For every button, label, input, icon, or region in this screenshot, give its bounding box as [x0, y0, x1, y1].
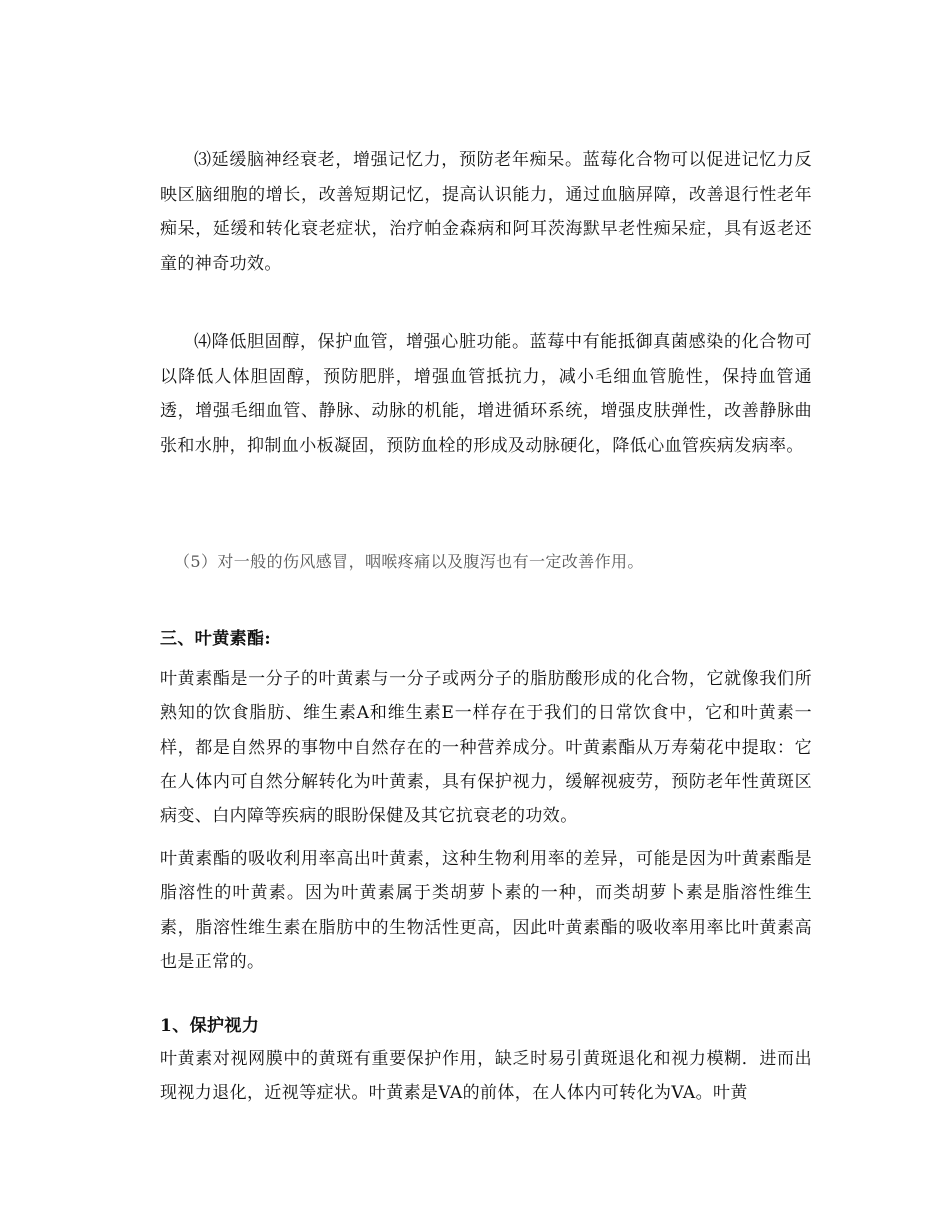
section-title-lutein-ester: 三、叶黄素酯: — [160, 629, 272, 649]
paragraph-lutein-ester-definition: 叶黄素酯是一分子的叶黄素与一分子或两分子的脂肪酸形成的化合物，它就像我们所熟知的饮食脂肪、维生素A和维生素E一样存在于我们的日常饮食中，它和叶黄素一样，都是自然界的事物中自然存在的一种营养成分。叶黄素酯从万寿菊花中提取：它在人体内可自然分解转化为叶黄素，具有保护视力，缓解视疲劳，预防老年性黄斑区病变、白内障等疾病的眼盼保健及其它抗衰老的功效。 — [160, 669, 812, 827]
paragraph-lutein-ester-absorption: 叶黄素酯的吸收利用率高出叶黄素，这种生物利用率的差异，可能是因为叶黄素酯是脂溶性的叶黄素。因为叶黄素属于类胡萝卜素的一种，而类胡萝卜素是脂溶性维生素，脂溶性维生素在脂肪中的生物活性更高，因此叶黄素酯的吸收率用率比叶黄素高也是正常的。 — [160, 849, 812, 972]
paragraph-memory-benefit: ⑶延缓脑神经衰老，增强记忆力，预防老年痴呆。蓝莓化合物可以促进记忆力反映区脑细胞的增长，改善短期记忆，提高认识能力，通过血脑屏障，改善退行性老年痴呆，延缓和转化衰老症状，治疗帕金森病和阿耳茨海默早老性痴呆症，具有返老还童的神奇功效。 — [160, 150, 812, 274]
paragraph-cholesterol-benefit: ⑷降低胆固醇，保护血管，增强心脏功能。蓝莓中有能抵御真菌感染的化合物可以降低人体胆固醇，预防肥胖，增强血管抵抗力，减小毛细血管脆性，保持血管通透，增强毛细血管、静脉、动脉的机能，增进循环系统，增强皮肤弹性，改善静脉曲张和水肿，抑制血小板凝固，预防血栓的形成及动脉硬化，降低心血管疾病发病率。 — [160, 332, 812, 456]
paragraph-cold-relief: （5）对一般的伤风感冒，咽喉疼痛以及腹泻也有一定改善作用。 — [174, 552, 644, 571]
paragraph-vision-protection: 叶黄素对视网膜中的黄斑有重要保护作用，缺乏时易引黄斑退化和视力模糊．进而出现视力退化，近视等症状。叶黄素是VA的前体，在人体内可转化为VA。叶黄 — [160, 1049, 812, 1104]
subsection-title-vision-protection: 1、保护视力 — [160, 1016, 260, 1036]
